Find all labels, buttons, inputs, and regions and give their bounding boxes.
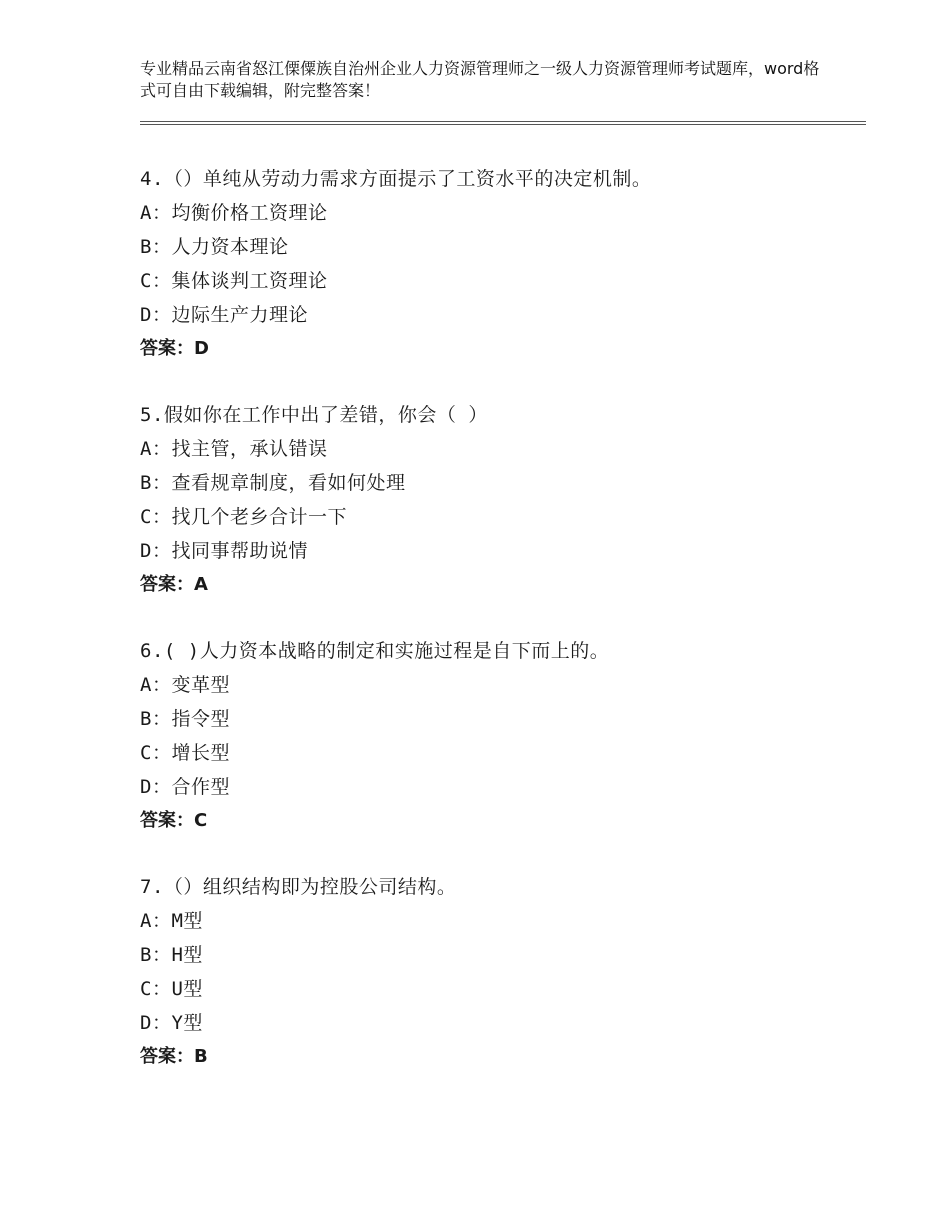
question-stem: 6.( )人力资本战略的制定和实施过程是自下而上的。 xyxy=(140,640,610,662)
option-a: A：均衡价格工资理论 xyxy=(140,202,328,224)
option-a: A：M型 xyxy=(140,910,203,932)
header-divider-bottom xyxy=(140,124,866,125)
question-list xyxy=(140,162,870,1106)
question-5 xyxy=(140,398,870,602)
option-c: C：集体谈判工资理论 xyxy=(140,270,328,292)
header-divider-top xyxy=(140,121,866,122)
question-stem: 5.假如你在工作中出了差错，你会（ ） xyxy=(140,404,488,426)
answer-label: 答案：D xyxy=(140,338,209,359)
option-b: B：查看规章制度，看如何处理 xyxy=(140,472,406,494)
option-b: B：指令型 xyxy=(140,708,230,730)
document-header-title: 专业精品云南省怒江傈僳族自治州企业人力资源管理师之一级人力资源管理师考试题库，word格式可自由下载编辑，附完整答案！ xyxy=(140,59,820,100)
option-c: C：找几个老乡合计一下 xyxy=(140,506,347,528)
answer-label: 答案：A xyxy=(140,574,208,595)
option-c: C：增长型 xyxy=(140,742,230,764)
option-d: D：找同事帮助说情 xyxy=(140,540,308,562)
question-stem: 7.（）组织结构即为控股公司结构。 xyxy=(140,876,457,898)
question-stem: 4.（）单纯从劳动力需求方面提示了工资水平的决定机制。 xyxy=(140,168,652,190)
option-a: A：变革型 xyxy=(140,674,230,696)
option-b: B：H型 xyxy=(140,944,203,966)
option-a: A：找主管，承认错误 xyxy=(140,438,328,460)
answer-label: 答案：B xyxy=(140,1046,208,1067)
option-b: B：人力资本理论 xyxy=(140,236,289,258)
question-7 xyxy=(140,870,870,1074)
question-4 xyxy=(140,162,870,366)
option-d: D：边际生产力理论 xyxy=(140,304,308,326)
option-d: D：Y型 xyxy=(140,1012,203,1034)
question-6 xyxy=(140,634,870,838)
option-c: C：U型 xyxy=(140,978,203,1000)
option-d: D：合作型 xyxy=(140,776,230,798)
answer-label: 答案：C xyxy=(140,810,208,831)
